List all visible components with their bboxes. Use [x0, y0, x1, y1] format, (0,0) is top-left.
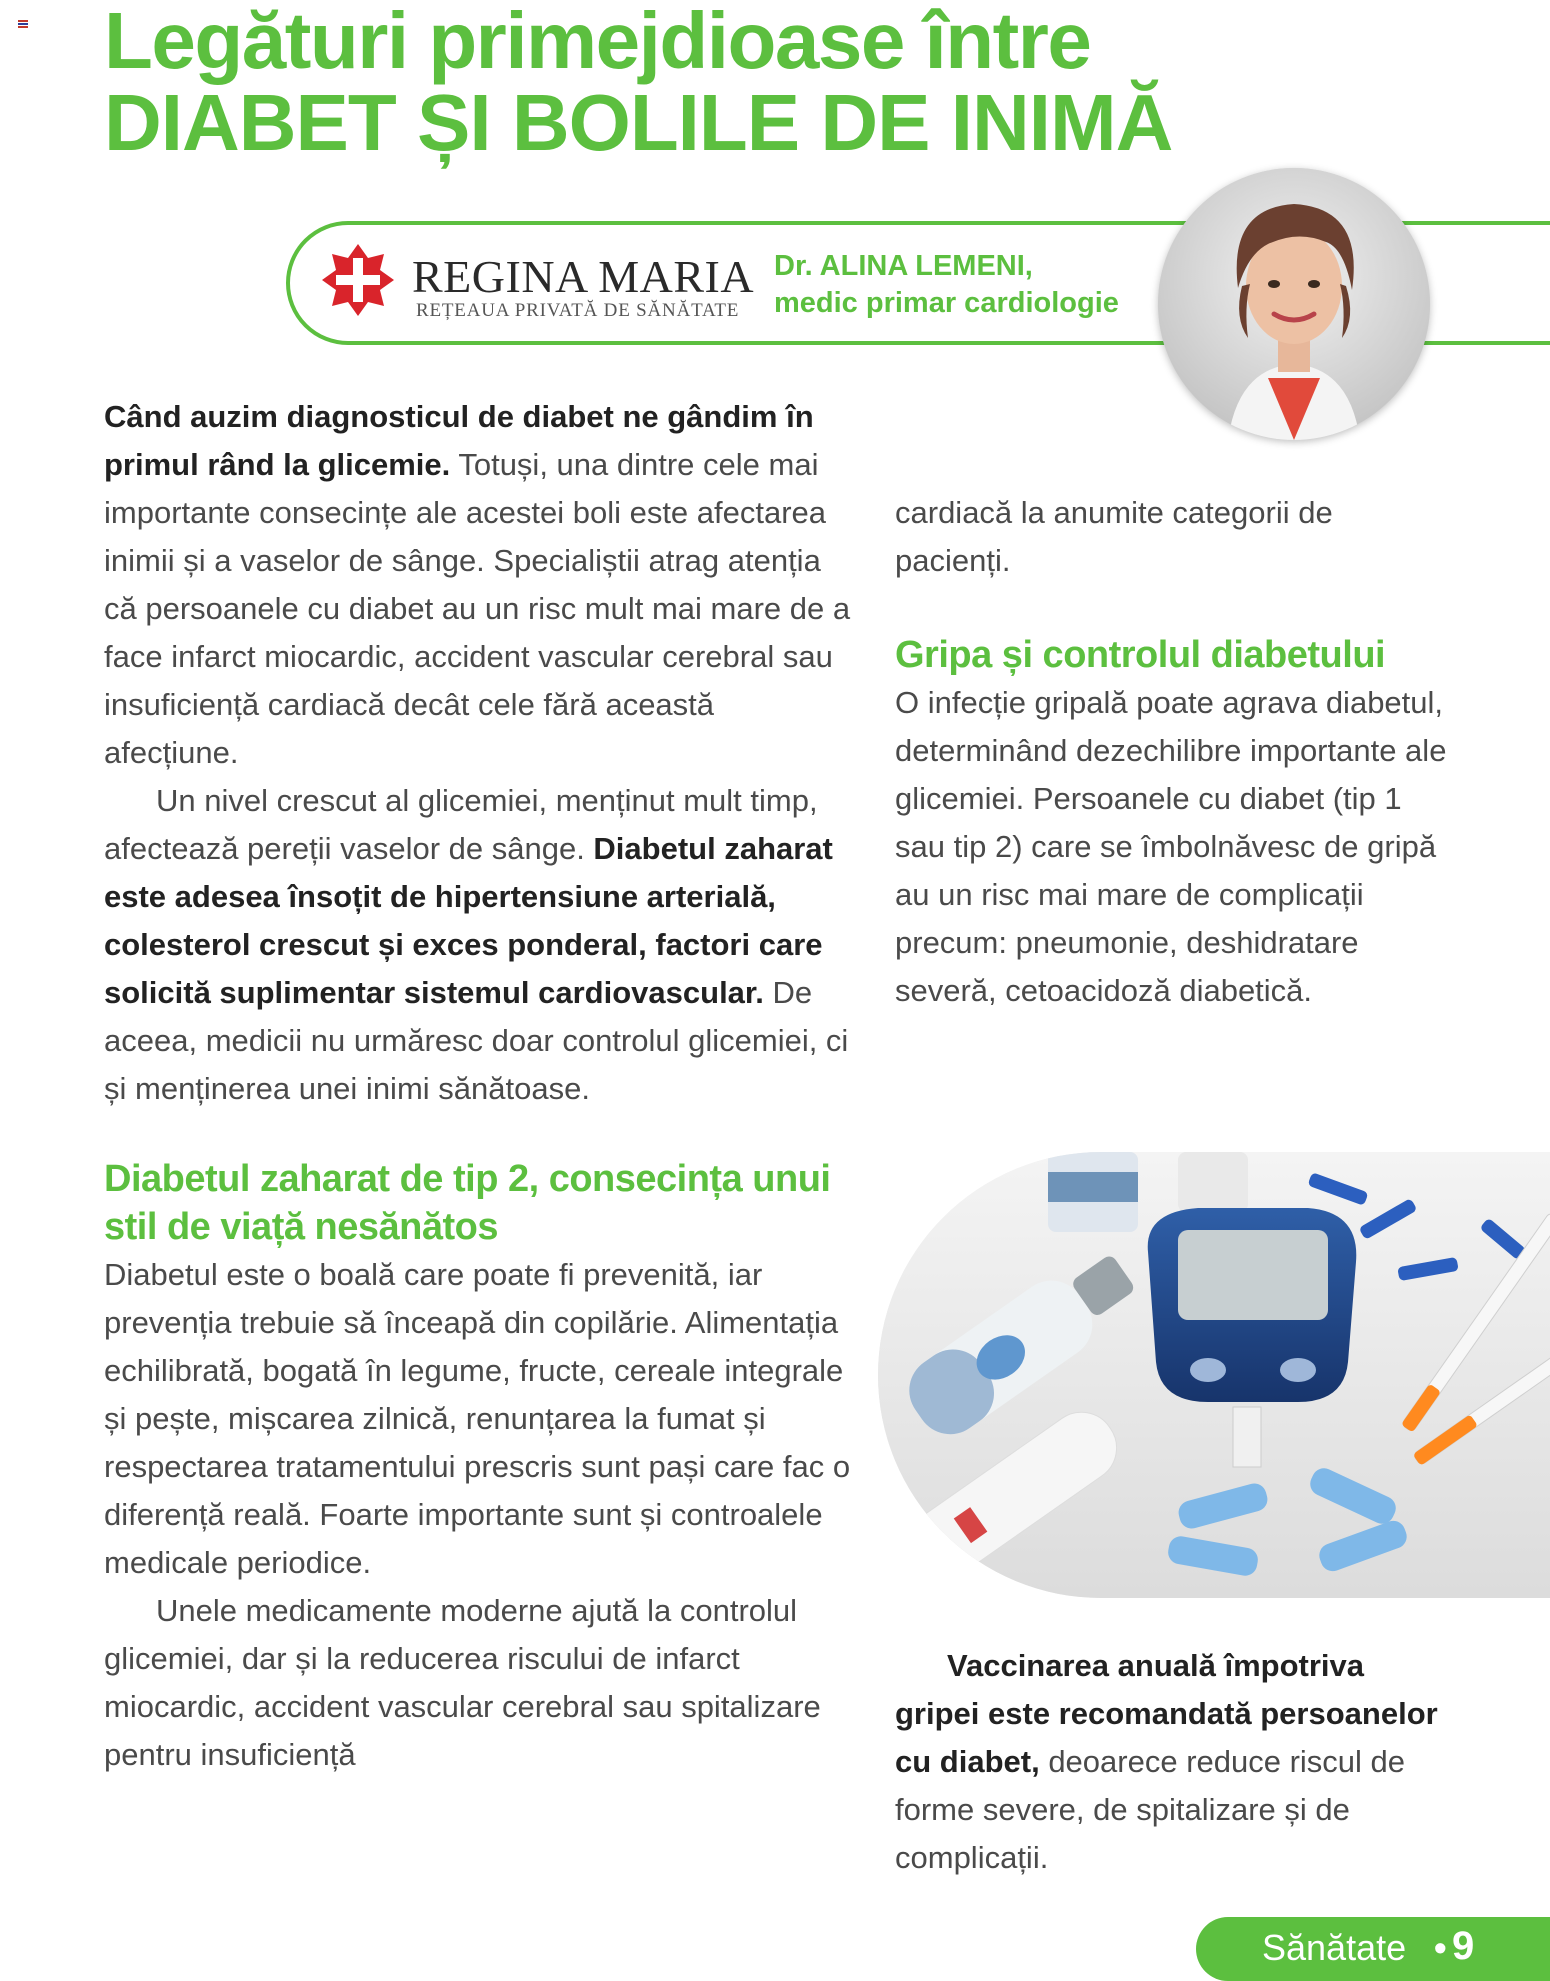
- vaccination-paragraph: [895, 1642, 1455, 1882]
- right-paragraph-2: O infecție gripală poate agrava diabetul, determinând dezechilibre importante ale glicemiei. Persoanele cu diabet (tip 1 sau tip 2) care se îmbolnăvesc de gripă au un risc mai mare de complicații precum: pneumonie, deshidratare severă, cetoacidoză diabetică.: [895, 685, 1447, 1008]
- left-column: [104, 393, 854, 1779]
- vaccination-bold: Vaccinarea anuală împotriva gripei este recomandată persoanelor cu diabet,: [895, 1648, 1438, 1779]
- footer-section-label: Sănătate: [1262, 1927, 1407, 1968]
- author-portrait: [1158, 168, 1430, 440]
- page-title: [104, 0, 1304, 167]
- title-line-1: Legături primejdioase între: [104, 0, 1091, 85]
- brand-name: REGINA MARIA: [412, 251, 755, 302]
- paragraph-4: Unele medicamente moderne ajută la controlul glicemiei, dar și la reducerea riscului de infarct miocardic, accident vascular cerebral sau spitalizare pentru insuficiență: [104, 1593, 821, 1772]
- author-role: medic primar cardiologie: [774, 287, 1119, 319]
- section-heading-flu: Gripa și controlul diabetului: [895, 634, 1386, 676]
- intro-text: Totuși, una dintre cele mai importante consecințe ale acestei boli este afectarea inimii și a vaselor de sânge. Specialiștii atrag atenția că persoanele cu diabet au un risc mult mai mare de a face infarct miocardic, accident vascular cerebral sau insuficiență cardiacă decât cele fără această afecțiune.: [104, 447, 851, 770]
- paragraph-2-bold: Diabetul zaharat este adesea însoțit de hipertensiune arterială, colesterol crescut și exces ponderal, factori care solicită suplimentar sistemul cardiovascular.: [104, 831, 833, 1010]
- paragraph-3: Diabetul este o boală care poate fi prevenită, iar prevenția trebuie să înceapă din copilărie. Alimentația echilibrată, bogată în legume, fructe, cereale integrale și pește, mișcarea zilnică, renunțarea la fumat și respectarea tratamentului prescris sunt pași care fac o diferență reală. Foarte importante sunt și controalele medicale periodice.: [104, 1257, 851, 1580]
- intro-paragraph: [104, 393, 854, 777]
- regina-maria-logo-icon: [320, 242, 396, 318]
- title-line-2: DIABET ȘI BOLILE DE INIMĂ: [104, 78, 1173, 167]
- vaccination-text: [895, 1642, 1455, 1882]
- intro-bold: Când auzim diagnosticul de diabet ne gândim în primul rând la glicemie.: [104, 399, 814, 482]
- corner-mark: [18, 20, 28, 28]
- right-paragraph-1: cardiacă la anumite categorii de pacienți.: [895, 495, 1333, 578]
- page-number: 9: [1452, 1924, 1475, 1968]
- brand-subtitle: REȚEAUA PRIVATĂ DE SĂNĂTATE: [416, 300, 740, 321]
- vaccination-tail: deoarece reduce riscul de forme severe, de spitalizare și de complicații.: [895, 1744, 1406, 1875]
- paragraph-2-text: Un nivel crescut al glicemiei, menținut mult timp, afectează pereții vaselor de sânge.: [104, 783, 818, 866]
- author-name: Dr. ALINA LEMENI,: [774, 250, 1033, 282]
- right-column: [895, 489, 1455, 1015]
- glucose-meter-photo: [878, 1152, 1550, 1598]
- footer-separator: •: [1434, 1927, 1447, 1968]
- paragraph-2-tail: De aceea, medicii nu urmăresc doar controlul glicemiei, ci și menținerea unei inimi sănătoase.: [104, 975, 849, 1106]
- paragraph-2: [104, 777, 854, 1113]
- section-heading-type2: Diabetul zaharat de tip 2, consecința unui stil de viață nesănătos: [104, 1158, 831, 1248]
